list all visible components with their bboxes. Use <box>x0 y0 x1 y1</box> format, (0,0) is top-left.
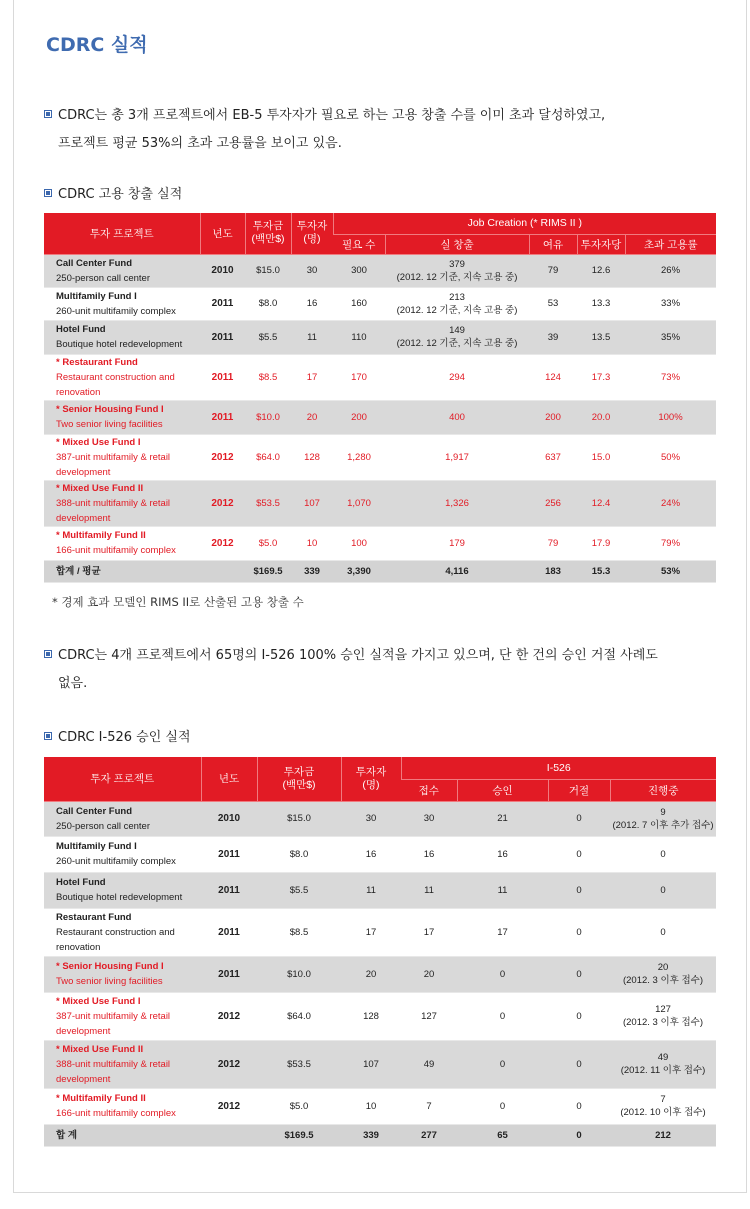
pending-value: 7 <box>660 1094 666 1105</box>
pending-cell <box>610 872 716 908</box>
actual-value: 294 <box>449 371 465 383</box>
per-investor-cell: 15.0 <box>577 434 625 480</box>
actual-note: (2012. 12 기준, 지속 고용 중) <box>396 304 518 316</box>
project-name: * Senior Housing Fund I <box>56 961 164 972</box>
project-cell <box>44 872 201 908</box>
i526-section-heading: CDRC I-526 승인 실적 <box>44 726 191 745</box>
filed-cell: 11 <box>401 872 457 908</box>
required-cell: 170 <box>333 354 385 400</box>
approved-cell: 0 <box>457 1040 548 1088</box>
investors-cell: 20 <box>291 400 333 434</box>
project-description: 260-unit multifamily complex <box>56 856 176 867</box>
project-cell <box>44 526 200 560</box>
filed-cell: 49 <box>401 1040 457 1088</box>
table-row <box>44 992 716 1040</box>
pending-cell <box>610 908 716 956</box>
pending-note: (2012. 3 이후 접수) <box>622 975 703 986</box>
project-cell <box>44 354 200 400</box>
year-cell: 2010 <box>201 801 257 836</box>
required-cell: 160 <box>333 287 385 320</box>
investment-cell: $5.5 <box>245 320 291 354</box>
header-pending: 진행중 <box>610 779 716 801</box>
investors-cell: 20 <box>341 956 401 992</box>
project-name: Call Center Fund <box>56 257 133 269</box>
table-row <box>44 1040 716 1088</box>
pending-cell <box>610 1088 716 1124</box>
excess-cell: 50% <box>625 434 716 480</box>
i526-table <box>44 757 716 1147</box>
denied-cell: 0 <box>548 1124 610 1146</box>
required-cell: 3,390 <box>333 560 385 582</box>
margin-cell: 39 <box>529 320 577 354</box>
pending-note: (2012. 11 이후 접수) <box>620 1065 706 1076</box>
project-name: * Mixed Use Fund II <box>56 1043 144 1055</box>
header-denied: 거절 <box>548 779 610 801</box>
project-description: Two senior living facilities <box>56 419 163 430</box>
project-description: 388-unit multifamily & retail development <box>56 497 171 524</box>
year-cell: 2012 <box>201 1088 257 1124</box>
investors-cell: 107 <box>341 1040 401 1088</box>
project-description: 387-unit multifamily & retail development <box>56 451 171 478</box>
project-name: * Multifamily Fund II <box>56 530 146 541</box>
total-label: 합계 / 평균 <box>44 560 200 582</box>
approved-cell: 11 <box>457 872 548 908</box>
bullet-icon <box>44 110 52 118</box>
required-cell: 110 <box>333 320 385 354</box>
pending-value: 127 <box>655 1004 671 1015</box>
actual-value: 1,326 <box>445 497 469 509</box>
actual-cell <box>385 526 529 560</box>
table-row <box>44 1088 716 1124</box>
investors-cell: 16 <box>341 836 401 872</box>
investment-cell: $8.5 <box>257 908 341 956</box>
denied-cell: 0 <box>548 872 610 908</box>
excess-cell: 24% <box>625 480 716 526</box>
per-investor-cell: 13.5 <box>577 320 625 354</box>
year-cell: 2011 <box>201 872 257 908</box>
actual-cell <box>385 480 529 526</box>
investors-cell: 339 <box>291 560 333 582</box>
per-investor-cell: 12.4 <box>577 480 625 526</box>
investors-cell: 17 <box>291 354 333 400</box>
margin-cell: 79 <box>529 526 577 560</box>
table-row <box>44 480 716 526</box>
table-row <box>44 354 716 400</box>
total-row <box>44 1124 716 1146</box>
actual-cell <box>385 434 529 480</box>
margin-cell: 256 <box>529 480 577 526</box>
pending-cell: 212 <box>610 1124 716 1146</box>
investment-cell: $10.0 <box>257 956 341 992</box>
table-row <box>44 287 716 320</box>
year-cell: 2011 <box>201 908 257 956</box>
investment-cell: $64.0 <box>245 434 291 480</box>
investment-cell: $10.0 <box>245 400 291 434</box>
approval-line-2: 없음. <box>58 676 88 691</box>
job-creation-table <box>44 213 716 583</box>
approved-cell: 21 <box>457 801 548 836</box>
table-row <box>44 526 716 560</box>
project-name: * Restaurant Fund <box>56 356 138 368</box>
actual-value: 1,917 <box>445 451 469 463</box>
filed-cell: 20 <box>401 956 457 992</box>
actual-cell <box>385 400 529 434</box>
header-approved: 승인 <box>457 779 548 801</box>
header-project: 투자 프로젝트 <box>44 213 200 254</box>
required-cell: 300 <box>333 254 385 287</box>
pending-note: (2012. 7 이후 추가 접수) <box>612 819 714 831</box>
year-cell: 2012 <box>200 434 245 480</box>
pending-value: 49 <box>657 1052 669 1063</box>
project-cell <box>44 956 201 992</box>
investors-cell: 10 <box>341 1088 401 1124</box>
excess-cell: 26% <box>625 254 716 287</box>
project-cell <box>44 480 200 526</box>
per-investor-cell: 17.9 <box>577 526 625 560</box>
investment-cell: $15.0 <box>257 801 341 836</box>
investors-cell: 107 <box>291 480 333 526</box>
investment-cell: $8.5 <box>245 354 291 400</box>
denied-cell: 0 <box>548 992 610 1040</box>
year-cell: 2012 <box>201 1040 257 1088</box>
filed-cell: 7 <box>401 1088 457 1124</box>
pending-cell <box>610 836 716 872</box>
investment-cell: $15.0 <box>245 254 291 287</box>
approval-paragraph <box>44 642 658 698</box>
filed-cell: 127 <box>401 992 457 1040</box>
table-row <box>44 836 716 872</box>
investors-cell: 17 <box>341 908 401 956</box>
investment-cell: $64.0 <box>257 992 341 1040</box>
investors-cell: 16 <box>291 287 333 320</box>
investors-cell: 128 <box>291 434 333 480</box>
actual-value: 379 <box>449 258 465 270</box>
per-investor-cell: 20.0 <box>577 400 625 434</box>
project-name: Restaurant Fund <box>56 911 132 923</box>
approved-cell: 0 <box>457 1088 548 1124</box>
pending-cell <box>610 956 716 992</box>
table-row <box>44 254 716 287</box>
required-cell: 100 <box>333 526 385 560</box>
intro-line-2: 프로젝트 평균 53%의 초과 고용률을 보이고 있음. <box>58 136 342 151</box>
project-cell <box>44 400 200 434</box>
project-name: Multifamily Fund I <box>56 841 137 852</box>
project-cell <box>44 992 201 1040</box>
year-cell: 2011 <box>201 956 257 992</box>
approved-cell: 16 <box>457 836 548 872</box>
total-row <box>44 560 716 582</box>
header-year: 년도 <box>200 213 245 254</box>
denied-cell: 0 <box>548 1088 610 1124</box>
project-description: 387-unit multifamily & retail development <box>56 1010 171 1037</box>
pending-cell <box>610 1040 716 1088</box>
header-investors: 투자자 (명) <box>291 213 333 254</box>
margin-cell: 79 <box>529 254 577 287</box>
per-investor-cell: 17.3 <box>577 354 625 400</box>
project-name: Hotel Fund <box>56 324 106 335</box>
year-cell: 2012 <box>200 526 245 560</box>
excess-cell: 73% <box>625 354 716 400</box>
filed-cell: 17 <box>401 908 457 956</box>
header-i526: I-526 <box>401 757 716 779</box>
investors-cell: 30 <box>291 254 333 287</box>
header-investment: 투자금 (백만$) <box>257 757 341 801</box>
actual-cell: 4,116 <box>385 560 529 582</box>
header-actual: 실 창출 <box>385 234 529 254</box>
header-excess-rate: 초과 고용률 <box>625 234 716 254</box>
intro-paragraph <box>44 102 605 158</box>
margin-cell: 200 <box>529 400 577 434</box>
project-description: 250-person call center <box>56 272 150 284</box>
project-cell <box>44 836 201 872</box>
header-filed: 접수 <box>401 779 457 801</box>
header-per-investor: 투자자당 <box>577 234 625 254</box>
pending-value: 0 <box>660 848 666 860</box>
project-name: * Mixed Use Fund II <box>56 482 144 494</box>
table-row <box>44 801 716 836</box>
project-cell <box>44 320 200 354</box>
investment-cell: $53.5 <box>257 1040 341 1088</box>
bullet-icon <box>44 650 52 658</box>
project-description: Restaurant construction and renovation <box>56 371 175 398</box>
approval-line-1: CDRC는 4개 프로젝트에서 65명의 I-526 100% 승인 실적을 가지고 있으며, 단 한 건의 승인 거절 사례도 <box>44 642 658 670</box>
investors-cell: 30 <box>341 801 401 836</box>
margin-cell: 183 <box>529 560 577 582</box>
investment-cell: $5.0 <box>245 526 291 560</box>
denied-cell: 0 <box>548 836 610 872</box>
project-cell <box>44 434 200 480</box>
investment-cell: $8.0 <box>257 836 341 872</box>
actual-value: 213 <box>449 291 465 303</box>
project-description: Boutique hotel redevelopment <box>56 892 183 903</box>
project-name: * Mixed Use Fund I <box>56 995 141 1007</box>
investors-cell: 11 <box>341 872 401 908</box>
table-row <box>44 908 716 956</box>
excess-cell: 33% <box>625 287 716 320</box>
investors-cell: 339 <box>341 1124 401 1146</box>
project-description: 166-unit multifamily complex <box>56 1108 176 1119</box>
year-cell: 2011 <box>200 400 245 434</box>
investment-cell: $5.5 <box>257 872 341 908</box>
approved-cell: 17 <box>457 908 548 956</box>
header-required: 필요 수 <box>333 234 385 254</box>
margin-cell: 53 <box>529 287 577 320</box>
investors-cell: 128 <box>341 992 401 1040</box>
project-description: Restaurant construction and renovation <box>56 926 175 953</box>
project-cell <box>44 801 201 836</box>
project-description: 260-unit multifamily complex <box>56 305 176 317</box>
investment-cell: $53.5 <box>245 480 291 526</box>
page-title: CDRC 실적 <box>46 34 148 56</box>
header-job-creation: Job Creation (* RIMS II ) <box>333 213 716 234</box>
excess-cell: 35% <box>625 320 716 354</box>
pending-cell <box>610 801 716 836</box>
year-cell <box>200 560 245 582</box>
project-name: * Mixed Use Fund I <box>56 436 141 448</box>
actual-note: (2012. 12 기준, 지속 고용 중) <box>396 271 518 283</box>
actual-cell <box>385 287 529 320</box>
project-name: Multifamily Fund I <box>56 290 137 302</box>
year-cell: 2010 <box>200 254 245 287</box>
denied-cell: 0 <box>548 956 610 992</box>
approved-cell: 0 <box>457 992 548 1040</box>
project-description: Two senior living facilities <box>56 976 163 987</box>
investment-cell: $169.5 <box>257 1124 341 1146</box>
project-name: Call Center Fund <box>56 805 133 817</box>
denied-cell: 0 <box>548 1040 610 1088</box>
header-year: 년도 <box>201 757 257 801</box>
project-name: Hotel Fund <box>56 877 106 888</box>
per-investor-cell: 13.3 <box>577 287 625 320</box>
header-investment: 투자금 (백만$) <box>245 213 291 254</box>
table-row <box>44 400 716 434</box>
approved-cell: 0 <box>457 956 548 992</box>
excess-cell: 100% <box>625 400 716 434</box>
investment-cell: $8.0 <box>245 287 291 320</box>
year-cell <box>201 1124 257 1146</box>
header-project: 투자 프로젝트 <box>44 757 201 801</box>
margin-cell: 124 <box>529 354 577 400</box>
table-row <box>44 872 716 908</box>
filed-cell: 16 <box>401 836 457 872</box>
header-investors: 투자자 (명) <box>341 757 401 801</box>
excess-cell: 79% <box>625 526 716 560</box>
required-cell: 1,280 <box>333 434 385 480</box>
project-description: Boutique hotel redevelopment <box>56 339 183 350</box>
header-margin: 여유 <box>529 234 577 254</box>
pending-value: 20 <box>657 962 669 973</box>
actual-cell <box>385 320 529 354</box>
bullet-icon <box>44 732 52 740</box>
project-name: * Senior Housing Fund I <box>56 404 164 415</box>
pending-value: 0 <box>660 926 666 938</box>
investors-cell: 10 <box>291 526 333 560</box>
project-cell <box>44 287 200 320</box>
required-cell: 200 <box>333 400 385 434</box>
investment-cell: $169.5 <box>245 560 291 582</box>
project-cell <box>44 1040 201 1088</box>
excess-cell: 53% <box>625 560 716 582</box>
margin-cell: 637 <box>529 434 577 480</box>
actual-note: (2012. 12 기준, 지속 고용 중) <box>396 338 518 349</box>
year-cell: 2011 <box>200 354 245 400</box>
approved-cell: 65 <box>457 1124 548 1146</box>
project-cell <box>44 908 201 956</box>
pending-note: (2012. 10 이후 접수) <box>620 1107 706 1118</box>
investors-cell: 11 <box>291 320 333 354</box>
project-cell <box>44 1088 201 1124</box>
filed-cell: 277 <box>401 1124 457 1146</box>
actual-value: 179 <box>449 537 465 549</box>
pending-value: 9 <box>660 806 666 818</box>
project-description: 166-unit multifamily complex <box>56 545 176 556</box>
pending-cell <box>610 992 716 1040</box>
denied-cell: 0 <box>548 801 610 836</box>
year-cell: 2011 <box>200 287 245 320</box>
project-description: 388-unit multifamily & retail development <box>56 1058 171 1085</box>
per-investor-cell: 15.3 <box>577 560 625 582</box>
pending-value: 0 <box>660 884 666 896</box>
actual-value: 400 <box>449 411 465 423</box>
bullet-icon <box>44 189 52 197</box>
actual-cell <box>385 254 529 287</box>
total-label: 합 계 <box>44 1124 201 1146</box>
year-cell: 2011 <box>200 320 245 354</box>
required-cell: 1,070 <box>333 480 385 526</box>
actual-value: 149 <box>449 325 465 336</box>
job-footnote: * 경제 효과 모델인 RIMS II로 산출된 고용 창출 수 <box>52 595 304 609</box>
intro-line-1: CDRC는 총 3개 프로젝트에서 EB-5 투자자가 필요로 하는 고용 창출 수를 이미 초과 달성하였고, <box>44 102 605 130</box>
investment-cell: $5.0 <box>257 1088 341 1124</box>
job-section-heading: CDRC 고용 창출 실적 <box>44 183 182 202</box>
denied-cell: 0 <box>548 908 610 956</box>
pending-note: (2012. 3 이후 접수) <box>622 1017 703 1028</box>
year-cell: 2012 <box>201 992 257 1040</box>
per-investor-cell: 12.6 <box>577 254 625 287</box>
table-row <box>44 434 716 480</box>
project-description: 250-person call center <box>56 820 150 832</box>
year-cell: 2012 <box>200 480 245 526</box>
project-cell <box>44 254 200 287</box>
project-name: * Multifamily Fund II <box>56 1093 146 1104</box>
filed-cell: 30 <box>401 801 457 836</box>
year-cell: 2011 <box>201 836 257 872</box>
actual-cell <box>385 354 529 400</box>
table-row <box>44 320 716 354</box>
table-row <box>44 956 716 992</box>
